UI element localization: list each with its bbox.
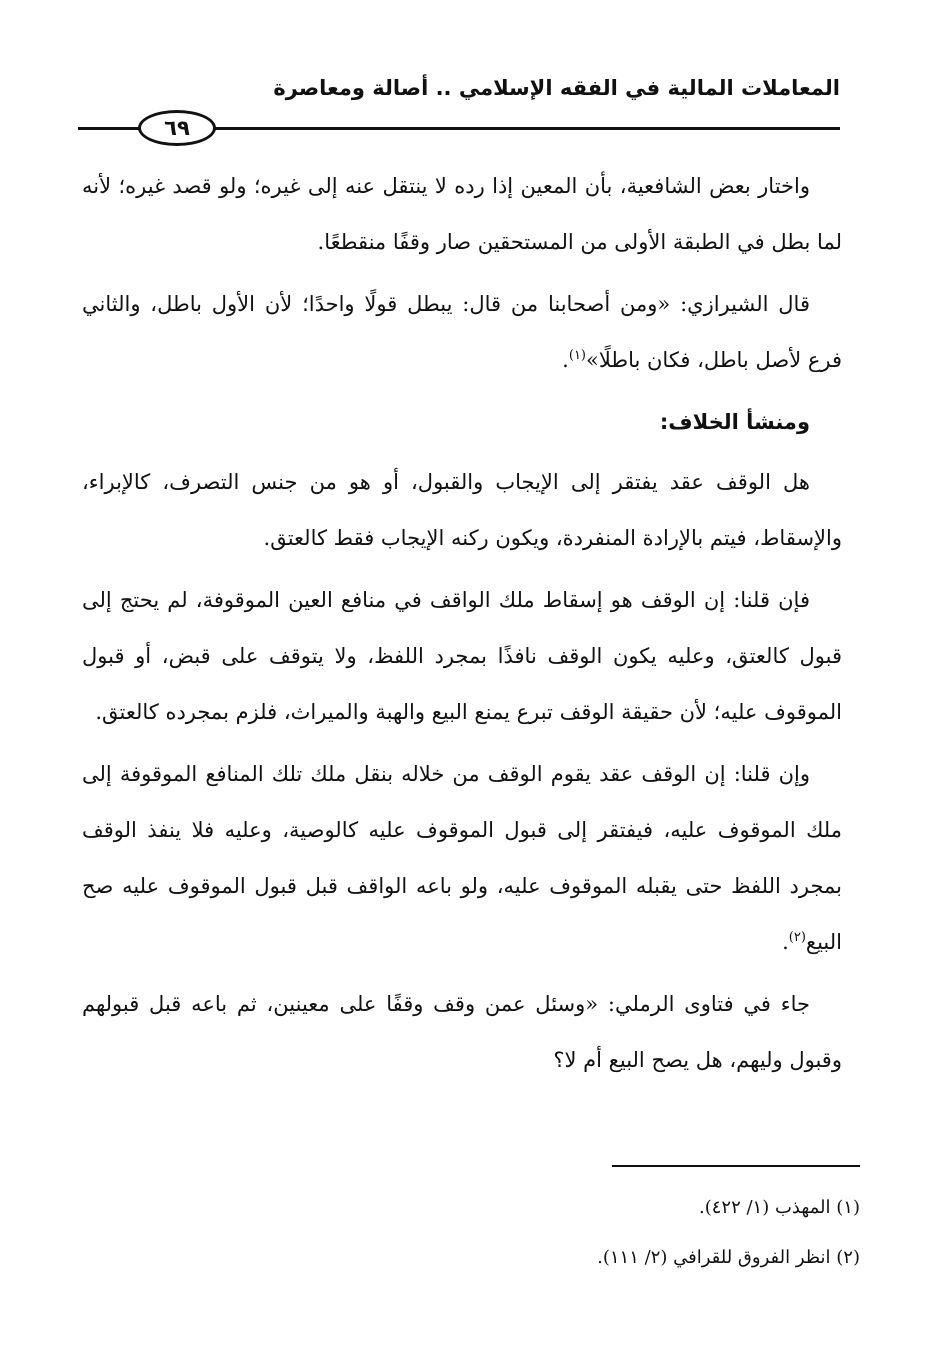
running-title: المعاملات المالية في الفقه الإسلامي .. أصالة ومعاصرة xyxy=(273,76,840,100)
section-heading: ومنشأ الخلاف: xyxy=(659,410,810,434)
footnote-marker-1: (١) xyxy=(568,348,586,363)
paragraph-first-view: فإن قلنا: إن الوقف هو إسقاط ملك الواقف في منافع العين الموقوفة، لم يحتج إلى قبول كالعتق، وعليه يكون الوقف نافذًا بمجرد اللفظ، ولا يتوقف على قبض، أو قبول الموقوف عليه؛ لأن حقيقة الوقف تبرع يمنع البيع والهبة والميراث، فلزم بمجرده كالعتق. xyxy=(82,588,842,724)
footnote-rule xyxy=(612,1165,860,1167)
footnote-marker-2: (٢) xyxy=(788,930,806,945)
second-view-end: . xyxy=(782,930,789,954)
second-view-text: وإن قلنا: إن الوقف عقد يقوم الوقف من خلاله بنقل ملك تلك المنافع الموقوفة إلى ملك الموقوف عليه، فيفتقر إلى قبول الموقوف عليه كالوصية، وعليه فلا ينفذ الوقف بمجرد اللفظ حتى يقبله الموقوف عليه، ولو باعه الواقف قبل قبول الموقوف عليه صح البيع xyxy=(82,762,842,954)
paragraph-shafii-opinion: واختار بعض الشافعية، بأن المعين إذا رده لا ينتقل عنه إلى غيره؛ ولو قصد غيره؛ لأنه لما بطل في الطبقة الأولى من المستحقين صار وقفًا منقطعًا. xyxy=(82,174,842,254)
paragraph-question: هل الوقف عقد يفتقر إلى الإيجاب والقبول، أو هو من جنس التصرف، كالإبراء، والإسقاط، فيتم بالإرادة المنفردة، ويكون ركنه الإيجاب فقط كالعتق. xyxy=(82,470,842,550)
footnote-1: (١) المهذب (١/ ٤٢٢). xyxy=(698,1197,860,1218)
footnote-2: (٢) انظر الفروق للقرافي (٢/ ١١١). xyxy=(597,1247,860,1268)
paragraph-ramli-fatwa: جاء في فتاوى الرملي: «وسئل عمن وقف وقفًا على معينين، ثم باعه قبل قبولهم وقبول وليهم، هل يصح البيع أم لا؟ xyxy=(82,992,842,1072)
shirazi-quote-end: . xyxy=(562,348,569,372)
page-number: ٦٩ xyxy=(138,110,216,146)
paragraph-second-view xyxy=(82,746,842,970)
main-text xyxy=(82,158,842,1094)
shirazi-quote-text: قال الشيرازي: «ومن أصحابنا من قال: يبطل قولًا واحدًا؛ لأن الأول باطل، والثاني فرع لأصل باطل، فكان باطلًا» xyxy=(82,292,842,372)
footnotes xyxy=(500,1183,860,1283)
paragraph-shirazi-quote xyxy=(82,276,842,388)
